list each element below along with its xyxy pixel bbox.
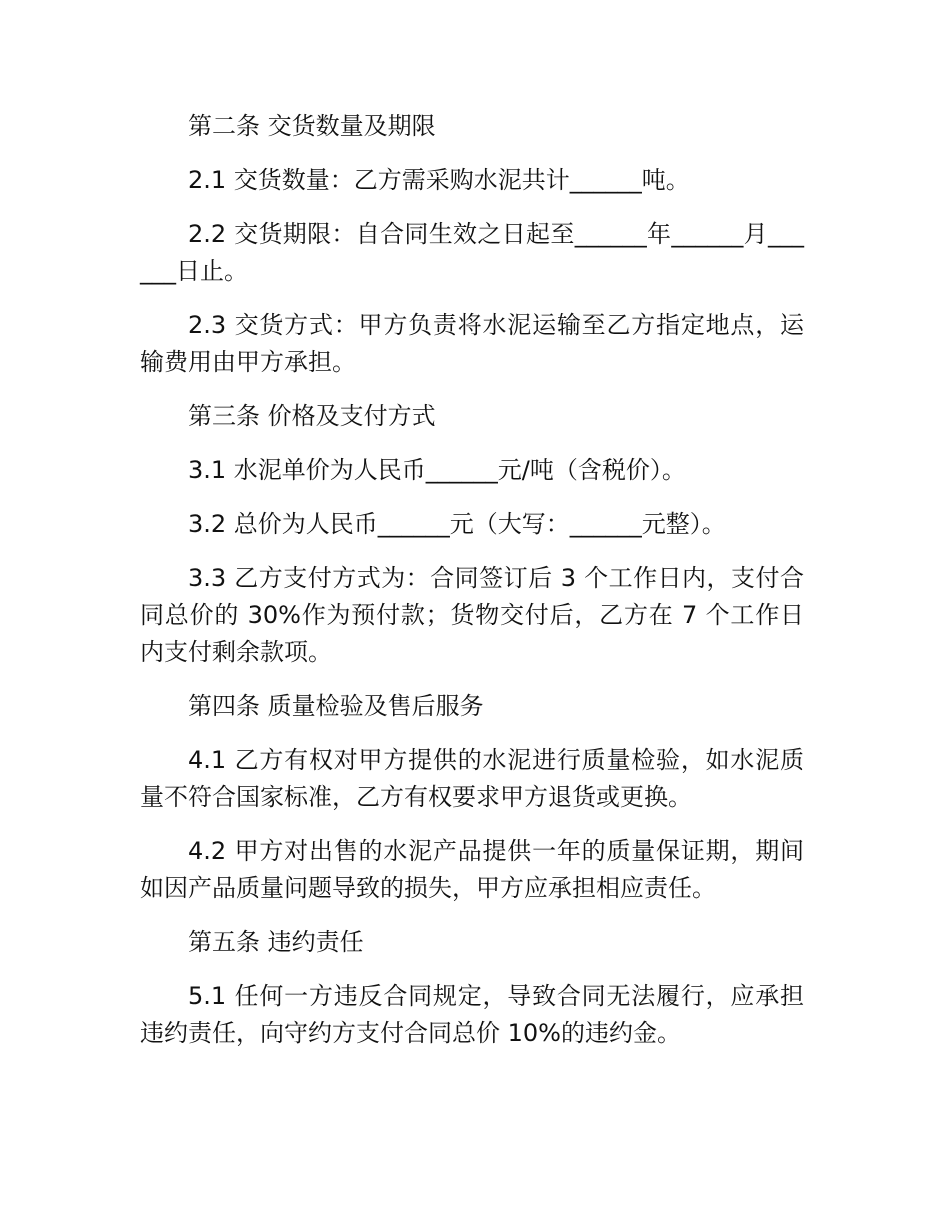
clause-2-1: 2.1 交货数量：乙方需采购水泥共计______吨。 [188, 166, 690, 194]
clause-2-2: 2.2 交货期限：自合同生效之日起至______年______月______日止。 [140, 220, 804, 285]
document-page [140, 108, 804, 1069]
clause-2-3: 2.3 交货方式：甲方负责将水泥运输至乙方指定地点，运输费用由甲方承担。 [140, 311, 804, 376]
clause-3-1: 3.1 水泥单价为人民币______元/吨（含税价）。 [188, 456, 686, 484]
clause-4-1: 4.1 乙方有权对甲方提供的水泥进行质量检验，如水泥质量不符合国家标准，乙方有权要求甲方退货或更换。 [140, 746, 804, 811]
clause-5-1: 5.1 任何一方违反合同规定，导致合同无法履行，应承担违约责任，向守约方支付合同总价 10%的违约金。 [140, 982, 804, 1047]
article-4-heading: 第四条 质量检验及售后服务 [188, 692, 484, 720]
clause-4-2: 4.2 甲方对出售的水泥产品提供一年的质量保证期，期间如因产品质量问题导致的损失，甲方应承担相应责任。 [140, 837, 804, 902]
article-5-heading: 第五条 违约责任 [188, 928, 364, 956]
article-2-heading: 第二条 交货数量及期限 [188, 112, 436, 140]
clause-3-2: 3.2 总价为人民币______元（大写：______元整）。 [188, 510, 726, 538]
clause-3-3: 3.3 乙方支付方式为：合同签订后 3 个工作日内，支付合同总价的 30%作为预付款；货物交付后，乙方在 7 个工作日内支付剩余款项。 [140, 564, 804, 666]
article-3-heading: 第三条 价格及支付方式 [188, 402, 436, 430]
